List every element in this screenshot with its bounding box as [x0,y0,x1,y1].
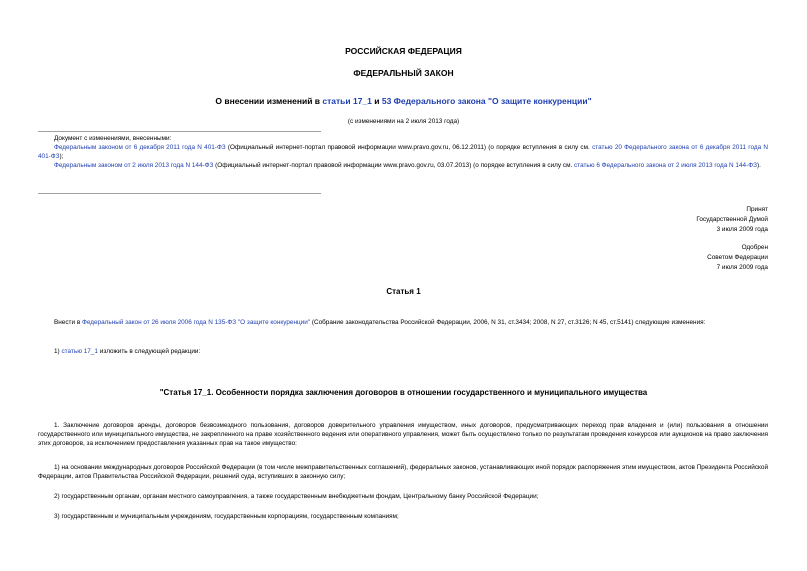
amendment-2-text: (Официальный интернет-портал правовой информации www.pravo.gov.ru, 03.07.2013) (о порядке вступления в силу см. [213,162,575,170]
article-17-1-item-2: 2) государственным органам, органам местного самоуправления, а также государственным внебюджетным фондам, Центральному банку Российской Федерации; [54,493,539,500]
article-1-p2-start: 1) [54,348,62,355]
duma-adopted-label: Принят [746,206,768,213]
article-17-1-item-1: 1) на основании международных договоров Российской Федерации (в том числе межправительственных соглашений), федеральных законов, устанавливающих иной порядок распоряжения этим имуществом, актов Президента Российской Федерации, актов Правительства Российской Федерации, решений суда, вступивших в законную силу; [38,464,769,481]
amendments-intro: Документ с изменениями, внесенными: [54,135,172,142]
amendment-item-2 [38,161,768,170]
amendment-1-law-link[interactable]: Федеральным законом от 6 декабря 2011 года N 401-ФЗ [54,144,226,152]
amendment-1-text: (Официальный интернет-портал правовой информации www.pravo.gov.ru, 06.12.2011) (о порядке вступления в силу см. [225,144,593,152]
title-link-competition-law[interactable]: 53 Федерального закона "О защите конкуренции" [381,96,592,106]
article-1-p1-text: (Собрание законодательства Российской Федерации, 2006, N 31, ст.3434; 2008, N 27, ст.3126; N 45, ст.5141) следующие изменения: [310,319,706,326]
article-1-heading: Статья 1 [386,287,421,296]
amendment-1-end: ); [59,153,64,161]
council-approval [707,243,768,273]
amendment-item-1 [38,143,768,161]
duma-name: Государственной Думой [696,215,768,223]
competition-law-link[interactable]: Федеральный закон от 26 июля 2006 года N 135-ФЗ "О защите конкуренции" [81,319,311,326]
article-17-1-item-3: 3) государственным и муниципальным учреждениям, государственным корпорациям, государственным компаниям; [54,513,399,520]
amendment-2-law-link[interactable]: Федеральным законом от 2 июля 2013 года N 144-ФЗ [54,162,214,170]
amendment-2-article-link[interactable]: статью 6 Федерального закона от 2 июля 2013 года N 144-ФЗ [574,162,757,170]
amendment-1-article-link[interactable]: статью 20 Федерального закона от 6 декабря 2011 года N 401-ФЗ [38,144,769,161]
article-17-1-paragraph-1: 1. Заключение договоров аренды, договоров безвозмездного пользования, договоров доверительного управления имуществом, иных договоров, предусматривающих переход прав владения и (или) пользования в отношении государственного или муниципального имущества, не закрепленного на праве хозяйственного ведения или оперативного управления, может быть осуществлено только по результатам проведения конкурсов или аукционов на право заключения этих договоров, за исключением предоставления указанных прав на такое имущество: [38,422,768,448]
amendment-2-end: ). [756,162,761,170]
amendments-block [38,134,768,170]
divider-top [38,131,321,132]
law-title [0,96,807,106]
article-1-p1-start: Внести в [54,319,82,326]
title-link-article-17-1[interactable]: статьи 17_1 [322,96,372,106]
article-17-1-heading: "Статья 17_1. Особенности порядка заключения договоров в отношении государственного и муниципального имущества [159,388,648,397]
council-name: Советом Федерации [707,253,768,261]
title-text-start: О внесении изменений в [215,96,323,106]
council-date: 7 июля 2009 года [716,263,768,271]
revision-note: (с изменениями на 2 июля 2013 года) [347,118,460,125]
divider-bottom [38,193,321,194]
duma-date: 3 июля 2009 года [716,225,768,233]
article-1-paragraph-1 [38,318,768,327]
duma-adoption [696,205,768,235]
council-approved-label: Одобрен [741,244,768,251]
article-1-p2-text: изложить в следующей редакции: [97,348,201,355]
doc-type-heading: ФЕДЕРАЛЬНЫЙ ЗАКОН [353,68,454,78]
article-17-1-link[interactable]: статью 17_1 [61,348,98,355]
country-heading: РОССИЙСКАЯ ФЕДЕРАЦИЯ [345,46,462,56]
article-1-paragraph-2 [54,347,768,356]
title-text-mid: и [371,96,382,106]
